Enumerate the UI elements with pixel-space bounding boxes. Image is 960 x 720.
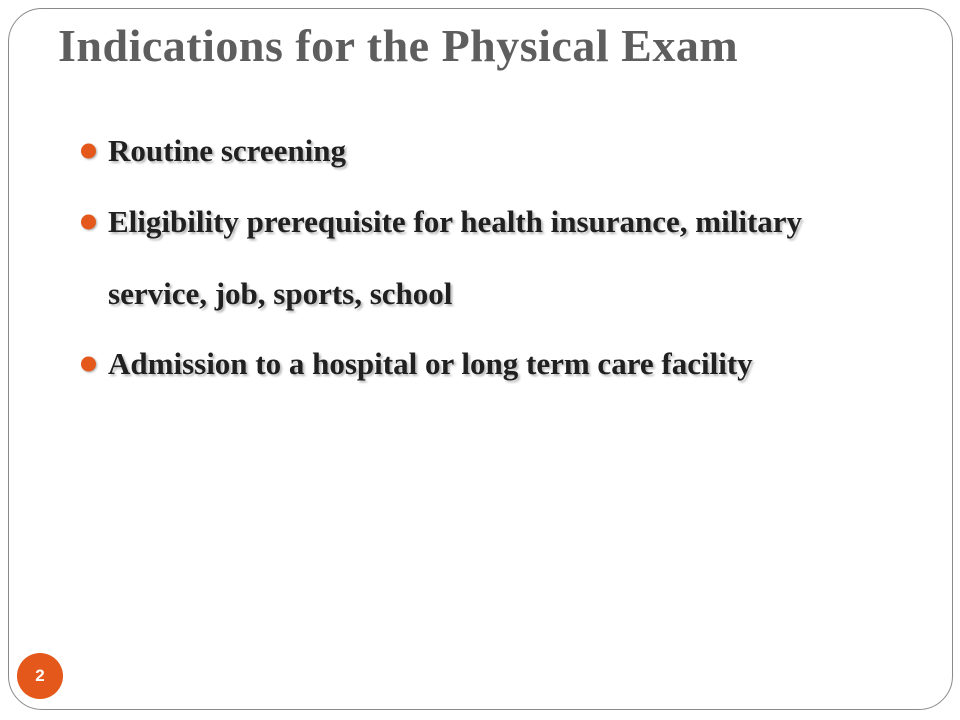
bullet-item-eligibility bbox=[78, 186, 898, 330]
bullet-item-admission bbox=[78, 328, 898, 400]
bullet-icon bbox=[81, 215, 96, 230]
slide-title: Indications for the Physical Exam bbox=[58, 20, 739, 71]
bullet-list bbox=[78, 128, 898, 400]
page-number-badge: 2 bbox=[17, 653, 63, 699]
bullet-text: Eligibility prerequisite for health insurance, military service, job, sports, school bbox=[108, 204, 803, 311]
bullet-item-routine-screening bbox=[78, 128, 898, 174]
bullet-text: Admission to a hospital or long term care facility bbox=[108, 346, 753, 381]
bullet-text: Routine screening bbox=[108, 133, 346, 168]
bullet-icon bbox=[81, 357, 96, 372]
bullet-icon bbox=[81, 144, 96, 159]
